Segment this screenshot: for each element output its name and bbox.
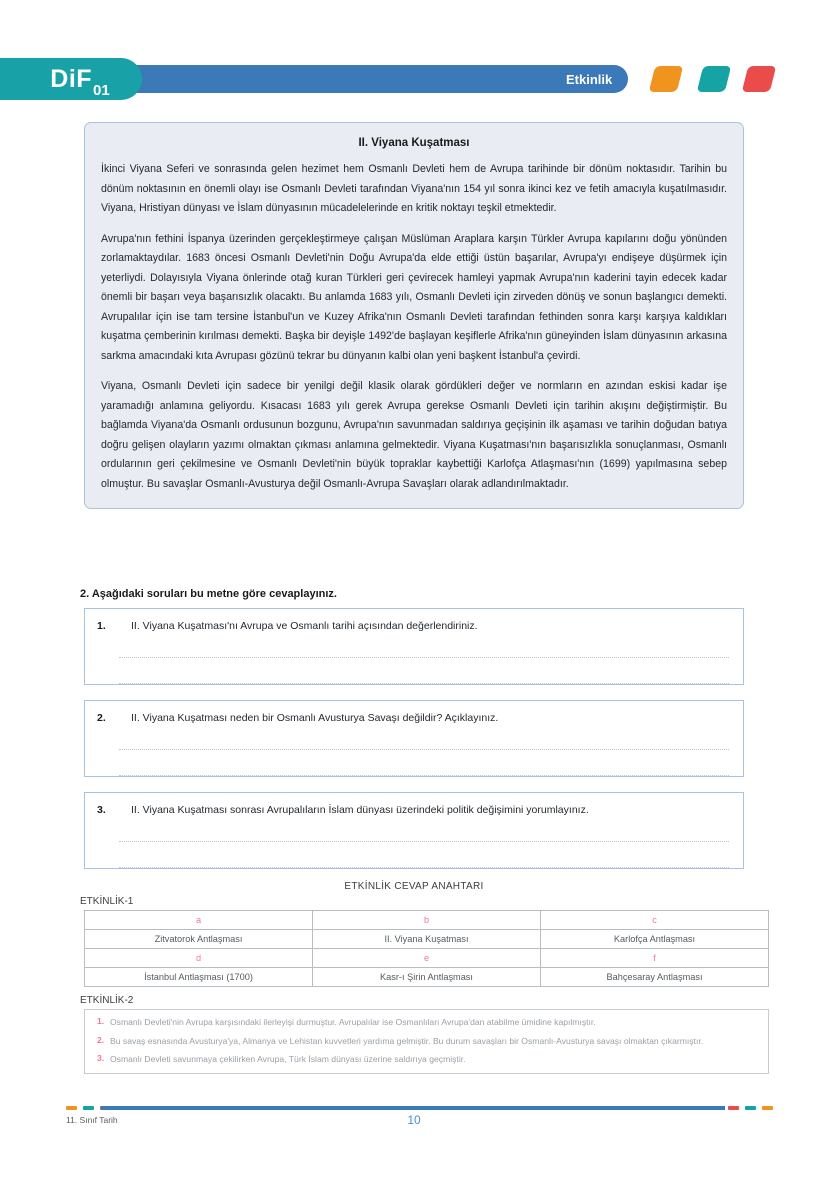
brand-logo-number: 01 xyxy=(93,82,110,99)
answer-lines-1[interactable] xyxy=(85,632,743,684)
list-item xyxy=(93,1016,758,1029)
activity-badge-label: Etkinlik xyxy=(566,71,613,87)
table-row xyxy=(85,949,769,968)
question-box-3 xyxy=(84,792,744,869)
footer-dash-teal-right-icon xyxy=(745,1106,756,1110)
decor-parallelogram-red-icon xyxy=(742,66,776,92)
footer-dash-red-right-icon xyxy=(728,1106,739,1110)
question-text-3: II. Viyana Kuşatması sonrası Avrupalıların İslam dünyası üzerindeki politik değişimini yorumlayınız. xyxy=(131,804,589,816)
header-bar xyxy=(120,65,612,93)
questions-heading: 2. Aşağıdaki soruları bu metne göre cevaplayınız. xyxy=(80,588,337,600)
brand-logo-text: DiF xyxy=(50,64,93,93)
answer-line[interactable] xyxy=(119,842,729,868)
answer-key-section2-box xyxy=(84,1009,769,1074)
table-row xyxy=(85,911,769,930)
answer-text: Osmanlı Devleti'nin Avrupa karşısındaki ilerleyişi durmuştur. Avrupalılar ise Osmanlıları Avrupa'dan atabilme ümidine kapılmıştır. xyxy=(110,1017,596,1027)
question-box-1 xyxy=(84,608,744,685)
answer-key-value: Bahçesaray Antlaşması xyxy=(541,968,769,987)
answer-key-value: İstanbul Antlaşması (1700) xyxy=(85,968,313,987)
answer-line[interactable] xyxy=(119,724,729,750)
answer-key-section1-label: ETKİNLİK-1 xyxy=(80,896,134,907)
footer-dash-teal-left-icon xyxy=(83,1106,94,1110)
footer-dash-orange-right-icon xyxy=(762,1106,773,1110)
answer-number: 3. xyxy=(97,1053,105,1063)
answer-key-value: Karlofça Antlaşması xyxy=(541,930,769,949)
answer-lines-3[interactable] xyxy=(85,816,743,868)
answer-key-letter: d xyxy=(85,949,313,968)
question-number-1: 1. xyxy=(97,620,106,632)
activity-badge xyxy=(546,65,628,93)
page-number: 10 xyxy=(407,1113,421,1127)
table-row xyxy=(85,968,769,987)
answer-key-letter: a xyxy=(85,911,313,930)
decor-parallelogram-teal-icon xyxy=(697,66,731,92)
answer-key-value: Kasr-ı Şirin Antlaşması xyxy=(313,968,541,987)
brand-logo xyxy=(0,58,142,100)
answer-text: Osmanlı Devleti savunmaya çekilirken Avrupa, Türk İslam dünyası üzerine saldırıya geçmiştir. xyxy=(110,1054,466,1064)
answer-number: 1. xyxy=(97,1016,105,1026)
answer-line[interactable] xyxy=(119,816,729,842)
answer-key-letter: f xyxy=(541,949,769,968)
question-number-2: 2. xyxy=(97,712,106,724)
list-item xyxy=(93,1053,758,1066)
decor-parallelogram-orange-icon xyxy=(649,66,683,92)
answer-key-letter: c xyxy=(541,911,769,930)
answer-lines-2[interactable] xyxy=(85,724,743,776)
reading-paragraph-1: İkinci Viyana Seferi ve sonrasında gelen hezimet hem Osmanlı Devleti hem de Avrupa tarihinde bir dönüm noktasıdır. Tarihin bu dönüm noktasının en önemli olayı ise Osmanlı Devleti tarafından Viyana'nın 154 yıl sonra ikinci kez ve fetih amacıyla kuşatılmasıdır. Viyana, Hristiyan dünyası ve İslam dünyasının mücadelelerinde en kritik noktayı teşkil etmektedir. xyxy=(101,163,727,214)
footer-rule xyxy=(101,1106,725,1110)
answer-key-letter: b xyxy=(313,911,541,930)
reading-paragraph-3: Viyana, Osmanlı Devleti için sadece bir yenilgi değil klasik olarak gördükleri değer ve normların en azından eskisi kadar işe yaramadığı anlamına geliyordu. Kısacası 1683 yılı gerek Avrupa gerekse Osmanlı Devleti için tarihin akışını değiştirmiştir. Bu bağlamda Viyana'da Osmanlı ordusunun bozgunu, Avrupa'nın savunmadan saldırıya geçişinin ilk aşaması ve tarihin doğudan batıya doğru gelişen olayların yazımı olmaktan çıkması anlamına gelmektedir. Viyana Kuşatması'nın başarısızlıkla sonuçlanması, Osmanlı ordularının geri çekilmesine ve Osmanlı Devleti'nin büyük topraklar kaybettiği Karlofça Atlaşması'nın (1699) yapılmasına sebep olmuştur. Bu savaşlar Osmanlı-Avusturya değil Osmanlı-Avrupa Savaşları olarak adlandırılmaktadır. xyxy=(101,380,727,490)
answer-key-table xyxy=(84,910,769,987)
list-item xyxy=(93,1035,758,1048)
question-text-1: II. Viyana Kuşatması'nı Avrupa ve Osmanlı tarihi açısından değerlendiriniz. xyxy=(131,620,478,632)
answer-line[interactable] xyxy=(119,658,729,684)
footer-course-label: 11. Sınıf Tarih xyxy=(66,1115,118,1125)
table-row xyxy=(85,930,769,949)
answer-line[interactable] xyxy=(119,632,729,658)
answer-key-value: II. Viyana Kuşatması xyxy=(313,930,541,949)
question-number-3: 3. xyxy=(97,804,106,816)
reading-passage-box xyxy=(84,122,744,509)
answer-key-title: ETKİNLİK CEVAP ANAHTARI xyxy=(344,881,484,892)
footer-dash-orange-left-icon xyxy=(66,1106,77,1110)
question-box-2 xyxy=(84,700,744,777)
page-header xyxy=(0,58,828,100)
answer-key-letter: e xyxy=(313,949,541,968)
answer-number: 2. xyxy=(97,1034,105,1045)
answer-text: Bu savaş esnasında Avusturya'ya, Almanya ve Lehistan kuvvetleri yardıma gelmiştir. Bu durum savaşları bir Osmanlı-Avusturya savaşı olmaktan çıkarmıştır. xyxy=(110,1035,704,1046)
reading-passage-title: II. Viyana Kuşatması xyxy=(358,137,470,149)
answer-line[interactable] xyxy=(119,750,729,776)
reading-paragraph-2: Avrupa'nın fethini İspanya üzerinden gerçekleştirmeye çalışan Müslüman Araplara karşın Türkler Avrupa kapılarını doğu yönünden zorlamaktaydılar. 1683 öncesi Osmanlı Devleti'nin Doğu Avrupa'da elde ettiği üstün başarılar, Avrupa'yı endişeye düşürmek için yeterliydi. Dolayısıyla Viyana önlerinde otağ kuran Türkleri geri çevirecek hamleyi yapmak Avrupa'nın kaderini tayin edecek kadar önemli bir başarı veya başarısızlık olacaktı. Bu anlamda 1683 yılı, Osmanlı Devleti için zirveden dönüş ve sonun başlangıcı demekti. Avrupalılar için ise tam tersine İstanbul'un ve Kuzey Afrika'nın Osmanlı Devleti tarafından fethinden sonra karşı karşıya kaldıkları kuşatma çemberinin kırılması demekti. Başka bir deyişle 1492'de başlayan keşiflerle Afrika'nın güneyinden İslam dünyasının arkasına sarkma amacındaki kıta Avrupası gözünü tekrar bu dünyanın kalbi olan yeni başkent İstanbul'a çevirdi. xyxy=(101,232,727,362)
answer-key-section2-label: ETKİNLİK-2 xyxy=(80,995,134,1006)
question-text-2: II. Viyana Kuşatması neden bir Osmanlı Avusturya Savaşı değildir? Açıklayınız. xyxy=(131,712,499,724)
answer-key-value: Zitvatorok Antlaşması xyxy=(85,930,313,949)
